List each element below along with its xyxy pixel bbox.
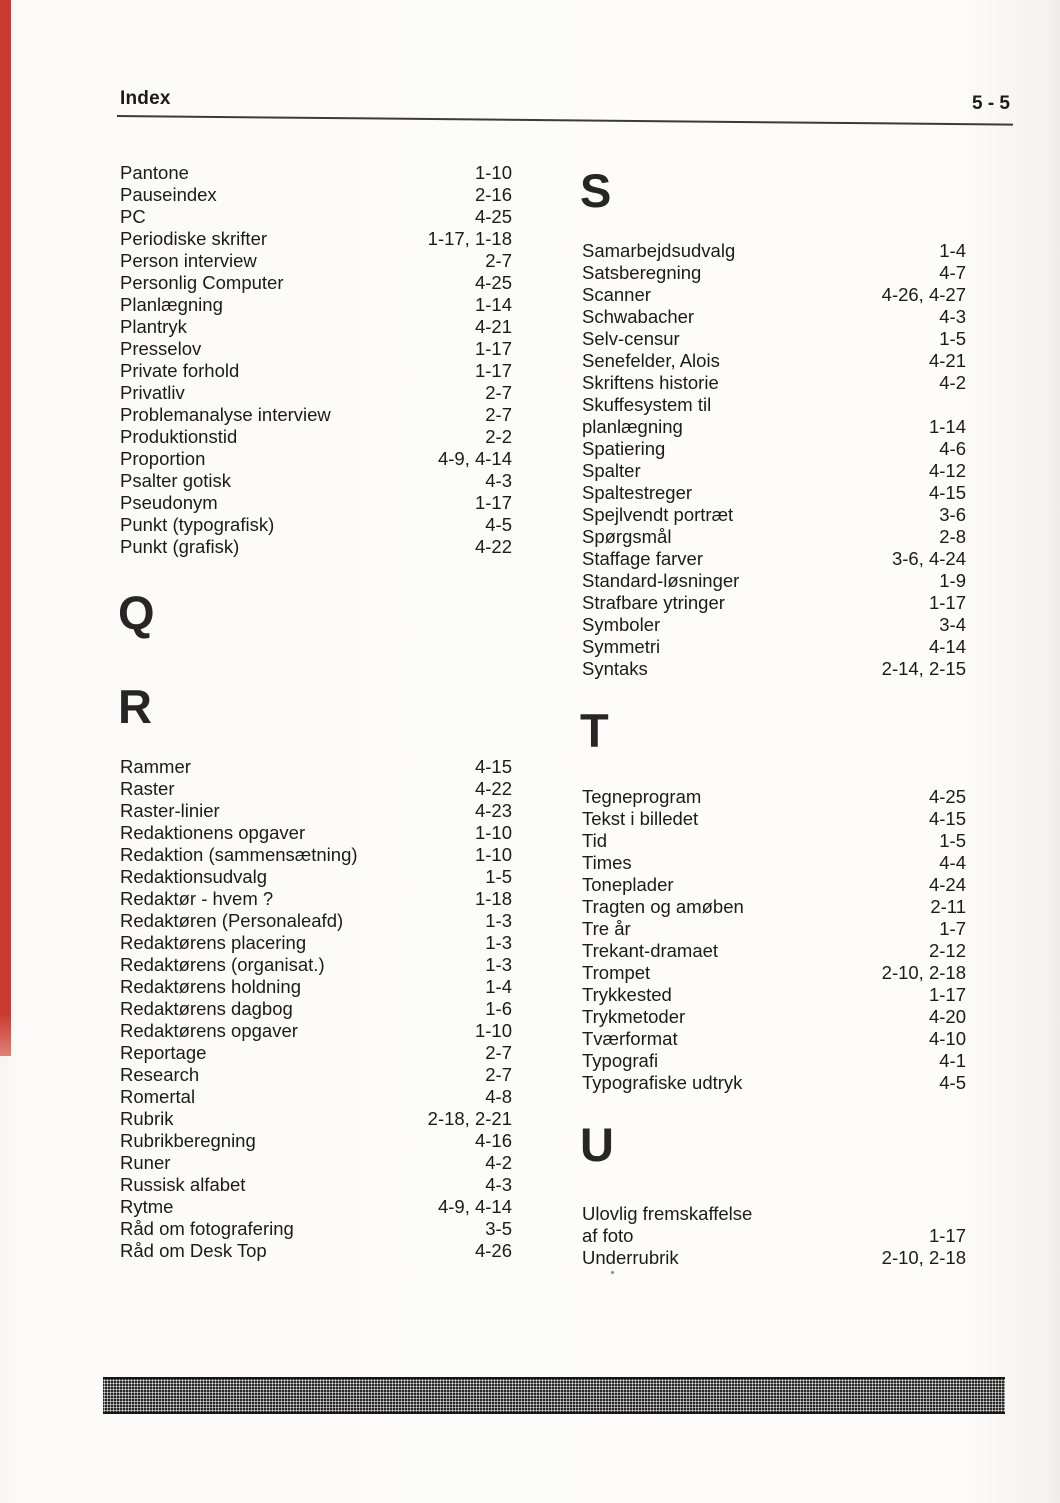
entry-pages: 2-7	[485, 1064, 512, 1085]
entry-pages: 4-15	[928, 482, 966, 503]
page-title: Index	[120, 88, 171, 109]
index-entry	[120, 1174, 512, 1196]
entry-pages: 1-10	[474, 1020, 512, 1041]
entry-pages: 4-20	[928, 1006, 966, 1027]
entry-label: Trykkested	[582, 984, 672, 1005]
entry-label: Private forhold	[120, 360, 240, 381]
index-entry	[582, 852, 966, 874]
entry-pages: 4-8	[485, 1086, 512, 1107]
entry-label: Punkt (grafisk)	[120, 536, 240, 557]
index-entry	[582, 940, 966, 962]
entry-pages: 2-8	[939, 526, 966, 547]
section-p-entries	[120, 162, 512, 558]
entry-pages: 1-17	[928, 1225, 966, 1246]
page-number: 5 - 5	[971, 93, 1010, 114]
index-entry	[582, 1050, 966, 1072]
entry-label: Redaktionsudvalg	[120, 866, 268, 887]
entry-label: Redaktørens (organisat.)	[120, 954, 325, 975]
entry-label: Redaktør - hvem ?	[120, 888, 274, 909]
entry-pages: 4-9, 4-14	[437, 448, 512, 469]
index-entry	[120, 1196, 512, 1218]
index-entry	[582, 614, 966, 636]
entry-label: Pseudonym	[120, 492, 218, 513]
entry-pages: 2-7	[485, 1042, 512, 1063]
index-entry	[582, 808, 966, 830]
entry-pages: 4-3	[485, 1174, 512, 1195]
entry-label: Symmetri	[582, 636, 661, 657]
entry-label: Planlægning	[120, 294, 223, 315]
entry-label: Redaktørens holdning	[120, 976, 301, 997]
entry-pages: 1-17, 1-18	[427, 228, 512, 249]
entry-label: Person interview	[120, 250, 257, 271]
entry-pages: 1-10	[474, 844, 512, 865]
section-r-entries	[120, 756, 512, 1262]
index-entry	[582, 896, 966, 918]
index-entry	[120, 404, 512, 426]
index-entry	[582, 830, 966, 852]
index-entry	[120, 184, 512, 206]
entry-pages: 4-4	[939, 852, 966, 873]
entry-label: Personlig Computer	[120, 272, 284, 293]
index-entry	[120, 866, 512, 888]
entry-pages: 2-16	[474, 184, 512, 205]
entry-label: Ulovlig fremskaffelse	[582, 1203, 753, 1224]
index-entry	[582, 1203, 966, 1225]
index-entry	[120, 162, 512, 184]
index-entry	[582, 1225, 966, 1247]
index-entry	[120, 1020, 512, 1042]
entry-label: planlægning	[582, 416, 683, 437]
entry-pages: 1-17	[474, 338, 512, 359]
index-entry	[120, 800, 512, 822]
index-entry	[582, 526, 966, 548]
entry-pages: 4-15	[928, 808, 966, 829]
entry-pages: 2-10, 2-18	[881, 1247, 966, 1268]
entry-label: Tegneprogram	[582, 786, 702, 807]
entry-label: Russisk alfabet	[120, 1174, 246, 1195]
entry-label: Spørgsmål	[582, 526, 672, 547]
index-entry	[582, 786, 966, 808]
section-t-entries	[582, 786, 966, 1094]
entry-pages: 1-3	[485, 932, 512, 953]
index-entry	[120, 778, 512, 800]
entry-pages: 1-18	[474, 888, 512, 909]
entry-label: Times	[582, 852, 632, 873]
entry-pages: 1-14	[928, 416, 966, 437]
entry-label: Tid	[582, 830, 608, 851]
entry-label: Typografiske udtryk	[582, 1072, 743, 1093]
entry-label: Satsberegning	[582, 262, 702, 283]
index-entry	[120, 316, 512, 338]
entry-label: af foto	[582, 1225, 634, 1246]
entry-label: Pantone	[120, 162, 189, 183]
entry-label: Proportion	[120, 448, 206, 469]
entry-label: Scanner	[582, 284, 651, 305]
index-entry	[120, 954, 512, 976]
index-entry	[120, 1240, 512, 1262]
entry-pages: 3-6, 4-24	[891, 548, 966, 569]
entry-pages: 1-17	[474, 360, 512, 381]
index-entry	[582, 350, 966, 372]
entry-label: Spejlvendt portræt	[582, 504, 734, 525]
entry-label: Redaktørens dagbog	[120, 998, 293, 1019]
entry-pages: 1-10	[474, 822, 512, 843]
entry-pages: 4-1	[939, 1050, 966, 1071]
entry-pages: 4-2	[939, 372, 966, 393]
entry-pages: 2-7	[485, 382, 512, 403]
entry-label: PC	[120, 206, 146, 227]
index-entry	[120, 1108, 512, 1130]
entry-pages: 2-14, 2-15	[881, 658, 966, 679]
entry-pages: 4-24	[928, 874, 966, 895]
index-entry	[582, 284, 966, 306]
index-entry	[120, 338, 512, 360]
entry-pages: 4-21	[474, 316, 512, 337]
entry-pages: 1-7	[939, 918, 966, 939]
index-entry	[582, 1247, 966, 1269]
index-entry	[582, 460, 966, 482]
index-entry	[120, 272, 512, 294]
entry-label: Tværformat	[582, 1028, 678, 1049]
entry-pages: 4-12	[928, 460, 966, 481]
entry-label: Skuffesystem til	[582, 394, 712, 415]
entry-label: Tre år	[582, 918, 631, 939]
index-entry	[120, 294, 512, 316]
index-entry	[582, 592, 966, 614]
entry-pages: 4-22	[474, 536, 512, 557]
index-entry	[120, 888, 512, 910]
section-heading-r: R	[118, 680, 153, 733]
index-entry	[582, 262, 966, 284]
entry-label: Tragten og amøben	[582, 896, 744, 917]
entry-label: Redaktørens placering	[120, 932, 307, 953]
entry-pages: 4-22	[474, 778, 512, 799]
index-entry	[120, 822, 512, 844]
entry-pages: 1-17	[928, 984, 966, 1005]
entry-label: Redaktionens opgaver	[120, 822, 306, 843]
index-entry	[120, 998, 512, 1020]
index-entry	[582, 328, 966, 350]
entry-label: Trompet	[582, 962, 651, 983]
red-edge-stripe	[0, 0, 11, 1056]
index-entry	[582, 1028, 966, 1050]
entry-label: Råd om fotografering	[120, 1218, 294, 1239]
entry-pages: 4-14	[928, 636, 966, 657]
entry-pages: 2-7	[485, 404, 512, 425]
index-entry	[582, 504, 966, 526]
index-entry	[582, 874, 966, 896]
entry-label: Problemanalyse interview	[120, 404, 331, 425]
index-entry	[120, 844, 512, 866]
entry-label: Romertal	[120, 1086, 196, 1107]
entry-pages: 3-6	[939, 504, 966, 525]
entry-pages: 4-3	[939, 306, 966, 327]
entry-pages: 4-26	[474, 1240, 512, 1261]
index-entry	[120, 1042, 512, 1064]
entry-label: Underrubrik	[582, 1247, 679, 1268]
entry-pages: 4-15	[474, 756, 512, 777]
entry-pages: 1-6	[485, 998, 512, 1019]
footer-halftone-bar	[103, 1377, 1005, 1414]
index-entry	[582, 636, 966, 658]
index-entry	[120, 492, 512, 514]
entry-label: Pauseindex	[120, 184, 217, 205]
entry-label: Rubrikberegning	[120, 1130, 256, 1151]
index-entry	[582, 570, 966, 592]
entry-pages: 4-5	[485, 514, 512, 535]
entry-label: Samarbejdsudvalg	[582, 240, 736, 261]
entry-label: Schwabacher	[582, 306, 695, 327]
entry-pages: 4-23	[474, 800, 512, 821]
entry-label: Standard-løsninger	[582, 570, 740, 591]
entry-pages: 4-16	[474, 1130, 512, 1151]
index-entry	[120, 1130, 512, 1152]
index-entry	[120, 206, 512, 228]
entry-pages: 2-18, 2-21	[427, 1108, 512, 1129]
entry-pages: 2-2	[485, 426, 512, 447]
entry-label: Produktionstid	[120, 426, 238, 447]
entry-pages: 1-3	[485, 910, 512, 931]
section-u-entries	[582, 1203, 966, 1269]
entry-label: Spaltestreger	[582, 482, 693, 503]
index-entry	[582, 1072, 966, 1094]
index-entry	[120, 470, 512, 492]
entry-label: Typografi	[582, 1050, 659, 1071]
index-entry	[582, 918, 966, 940]
entry-pages: 1-5	[939, 328, 966, 349]
entry-pages: 1-14	[474, 294, 512, 315]
index-entry	[582, 548, 966, 570]
entry-pages: 1-5	[485, 866, 512, 887]
entry-pages: 1-9	[939, 570, 966, 591]
section-heading-q: Q	[118, 586, 156, 639]
section-heading-u: U	[580, 1118, 615, 1171]
entry-pages: 2-12	[928, 940, 966, 961]
entry-label: Plantryk	[120, 316, 187, 337]
index-entry	[120, 1064, 512, 1086]
index-entry	[582, 372, 966, 394]
entry-pages: 4-9, 4-14	[437, 1196, 512, 1217]
entry-pages: 4-5	[939, 1072, 966, 1093]
entry-pages: 4-3	[485, 470, 512, 491]
entry-label: Strafbare ytringer	[582, 592, 725, 613]
entry-label: Rytme	[120, 1196, 174, 1217]
index-entry	[120, 228, 512, 250]
index-entry	[120, 1152, 512, 1174]
index-entry	[120, 448, 512, 470]
index-entry	[120, 910, 512, 932]
index-entry	[582, 394, 966, 416]
entry-label: Presselov	[120, 338, 202, 359]
entry-label: Redaktion (sammensætning)	[120, 844, 358, 865]
entry-pages: 4-26, 4-27	[881, 284, 966, 305]
entry-label: Syntaks	[582, 658, 648, 679]
section-heading-s: S	[580, 164, 613, 217]
entry-label: Trekant-dramaet	[582, 940, 719, 961]
index-entry	[120, 976, 512, 998]
entry-label: Toneplader	[582, 874, 674, 895]
entry-label: Raster-linier	[120, 800, 220, 821]
entry-label: Råd om Desk Top	[120, 1240, 267, 1261]
entry-label: Raster	[120, 778, 175, 799]
entry-pages: 1-17	[928, 592, 966, 613]
index-entry	[582, 416, 966, 438]
entry-label: Research	[120, 1064, 200, 1085]
entry-pages: 1-5	[939, 830, 966, 851]
entry-pages: 2-11	[930, 896, 966, 917]
entry-pages: 1-17	[474, 492, 512, 513]
index-entry	[582, 1006, 966, 1028]
index-entry	[582, 240, 966, 262]
entry-label: Redaktøren (Personaleafd)	[120, 910, 344, 931]
entry-pages: 4-10	[928, 1028, 966, 1049]
entry-label: Staffage farver	[582, 548, 704, 569]
entry-pages: 4-7	[939, 262, 966, 283]
entry-pages: 3-5	[485, 1218, 512, 1239]
entry-pages: 1-3	[485, 954, 512, 975]
entry-pages: 3-4	[939, 614, 966, 635]
entry-label: Reportage	[120, 1042, 207, 1063]
index-entry	[582, 438, 966, 460]
index-entry	[120, 756, 512, 778]
entry-label: Selv-censur	[582, 328, 680, 349]
entry-label: Spatiering	[582, 438, 666, 459]
entry-pages: 4-25	[928, 786, 966, 807]
scan-speck	[611, 1271, 614, 1274]
entry-label: Symboler	[582, 614, 661, 635]
entry-pages: 4-21	[928, 350, 966, 371]
entry-pages: 1-4	[485, 976, 512, 997]
index-entry	[120, 250, 512, 272]
entry-label: Spalter	[582, 460, 641, 481]
entry-pages: 2-10, 2-18	[881, 962, 966, 983]
index-entry	[120, 536, 512, 558]
index-entry	[120, 514, 512, 536]
entry-label: Senefelder, Alois	[582, 350, 720, 371]
entry-pages: 2-7	[485, 250, 512, 271]
entry-label: Redaktørens opgaver	[120, 1020, 298, 1041]
index-entry	[120, 360, 512, 382]
index-entry	[120, 382, 512, 404]
index-entry	[582, 658, 966, 680]
entry-pages: 1-10	[474, 162, 512, 183]
entry-label: Trykmetoder	[582, 1006, 686, 1027]
entry-pages: 4-25	[474, 206, 512, 227]
index-entry	[582, 482, 966, 504]
section-heading-t: T	[580, 704, 610, 757]
header-rule	[117, 115, 1013, 126]
index-entry	[120, 1086, 512, 1108]
index-entry	[120, 932, 512, 954]
index-entry	[120, 426, 512, 448]
index-entry	[582, 962, 966, 984]
index-entry	[120, 1218, 512, 1240]
entry-pages: 4-6	[939, 438, 966, 459]
entry-pages: 1-4	[939, 240, 966, 261]
entry-label: Tekst i billedet	[582, 808, 699, 829]
entry-label: Punkt (typografisk)	[120, 514, 275, 535]
entry-label: Rubrik	[120, 1108, 174, 1129]
entry-pages: 4-2	[485, 1152, 512, 1173]
section-s-entries	[582, 240, 966, 680]
entry-pages: 4-25	[474, 272, 512, 293]
index-entry	[582, 984, 966, 1006]
entry-label: Periodiske skrifter	[120, 228, 268, 249]
index-entry	[582, 306, 966, 328]
entry-label: Rammer	[120, 756, 191, 777]
entry-label: Privatliv	[120, 382, 185, 403]
entry-label: Psalter gotisk	[120, 470, 232, 491]
entry-label: Runer	[120, 1152, 171, 1173]
entry-label: Skriftens historie	[582, 372, 719, 393]
